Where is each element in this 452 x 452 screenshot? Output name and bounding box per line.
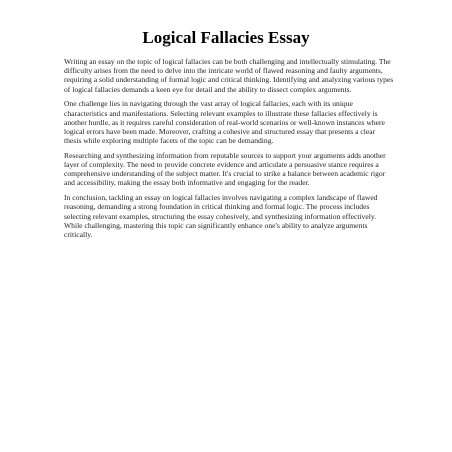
essay-body [64, 57, 394, 245]
paragraph-3: Researching and synthesizing information from reputable sources to support your arguments adds another layer of complexity. The need to provide concrete evidence and articulate a persuasive stance requires a comprehensive understanding of the subject matter. It's crucial to strike a balance between academic rigor and accessibility, making the essay both informative and engaging for the reader. [64, 150, 386, 188]
paragraph-4: In conclusion, tackling an essay on logical fallacies involves navigating a complex landscape of flawed reasoning, demanding a strong foundation in critical thinking and formal logic. The process includes selecting relevant examples, structuring the essay cohesively, and synthesizing information effectively. While challenging, mastering this topic can significantly enhance one's ability to analyze arguments critically. [64, 193, 378, 239]
essay-title: Logical Fallacies Essay [142, 28, 310, 47]
paragraph-2: One challenge lies in navigating through the vast array of logical fallacies, each with its unique characteristics and manifestations. Selecting relevant examples to illustrate these fallacies effectively is another hurdle, as it requires careful consideration of real-world scenarios or well-known instances where logical errors have been made. Moreover, crafting a cohesive and structured essay that presents a clear thesis while exploring multiple facets of the topic can be demanding. [64, 99, 385, 146]
paragraph-1: Writing an essay on the topic of logical fallacies can be both challenging and intellectually stimulating. The difficulty arises from the need to delve into the intricate world of flawed reasoning and faulty arguments, requiring a solid understanding of formal logic and critical thinking. Identifying and analyzing various types of logical fallacies demands a keen eye for detail and the ability to dissect complex arguments. [64, 57, 394, 94]
